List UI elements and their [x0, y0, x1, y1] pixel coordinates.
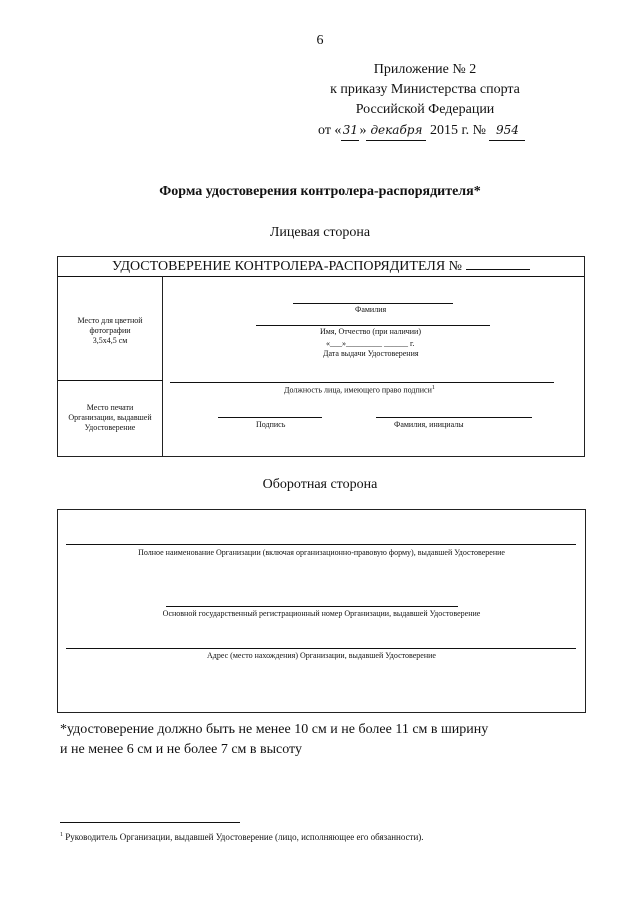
address-caption: Адрес (место нахождения) Организации, выдавшей Удостоверение — [207, 651, 436, 660]
appendix-date-line — [318, 120, 525, 141]
photo-cell — [58, 316, 162, 346]
name-line — [256, 325, 490, 326]
stamp-cell-line-2: Организации, выдавшей — [68, 413, 152, 422]
photo-cell-line-3: 3,5х4,5 см — [92, 336, 128, 345]
photo-cell-line-1: Место для цветной — [77, 316, 143, 325]
org-name-caption: Полное наименование Организации (включая организационно-правовую форму), выдавшей Удостоверение — [138, 548, 505, 557]
card-title-divider — [58, 276, 584, 277]
front-heading: Лицевая сторона — [269, 225, 371, 240]
date-mid: » — [359, 123, 367, 138]
date-day: 31 — [341, 120, 359, 141]
date-month: декабря — [366, 120, 426, 141]
reg-number-line — [166, 606, 458, 607]
date-number: 954 — [489, 120, 525, 141]
issue-date-caption: Дата выдачи Удостоверения — [323, 349, 419, 358]
card-title — [58, 259, 584, 275]
back-heading: Оборотная сторона — [262, 477, 378, 492]
address-line — [66, 648, 576, 649]
page-number: 6 — [316, 33, 324, 48]
org-name-line — [66, 544, 576, 545]
initials-line — [376, 417, 532, 418]
photo-cell-line-2: фотографии — [89, 326, 131, 335]
footnote-mark: 1 — [60, 832, 63, 838]
footnote-text: Руководитель Организации, выдавшей Удостоверение (лицо, исполняющее его обязанности). — [65, 832, 424, 842]
signature-caption: Подпись — [256, 420, 286, 429]
reg-number-caption: Основной государственный регистрационный номер Организации, выдавшей Удостоверение — [162, 609, 481, 618]
issue-date-line: «___»_________ ______ г. — [326, 339, 415, 348]
position-caption — [284, 385, 435, 395]
surname-line — [293, 303, 453, 304]
appendix-line-3: Российской Федерации — [355, 102, 495, 117]
appendix-line-1: Приложение № 2 — [373, 62, 477, 77]
size-note-line-1: *удостоверение должно быть не менее 10 см и не более 11 см в ширину — [60, 722, 489, 737]
stamp-cell-line-3: Удостоверение — [84, 423, 136, 432]
stamp-cell — [58, 403, 162, 433]
position-footnote-mark: 1 — [431, 385, 435, 391]
card-left-divider — [58, 380, 163, 381]
size-note-line-2: и не менее 6 см и не более 7 см в высоту — [60, 742, 302, 757]
position-caption-text: Должность лица, имеющего право подписи — [284, 385, 432, 395]
stamp-cell-line-1: Место печати — [86, 403, 134, 412]
footnote-separator — [60, 822, 240, 823]
signature-line — [218, 417, 322, 418]
footnote — [60, 832, 424, 842]
back-card — [57, 509, 586, 713]
name-caption: Имя, Отчество (при наличии) — [320, 327, 421, 336]
card-title-text: УДОСТОВЕРЕНИЕ КОНТРОЛЕРА-РАСПОРЯДИТЕЛЯ № — [111, 259, 463, 274]
card-column-divider — [162, 276, 163, 456]
card-number-field — [466, 269, 530, 270]
position-line — [170, 382, 554, 383]
front-card — [57, 256, 585, 457]
date-prefix: от « — [318, 123, 342, 138]
appendix-line-2: к приказу Министерства спорта — [330, 82, 520, 97]
form-title: Форма удостоверения контролера-распорядителя* — [159, 184, 481, 199]
initials-caption: Фамилия, инициалы — [394, 420, 464, 429]
surname-caption: Фамилия — [355, 305, 387, 314]
date-year: 2015 г. № — [429, 123, 486, 138]
